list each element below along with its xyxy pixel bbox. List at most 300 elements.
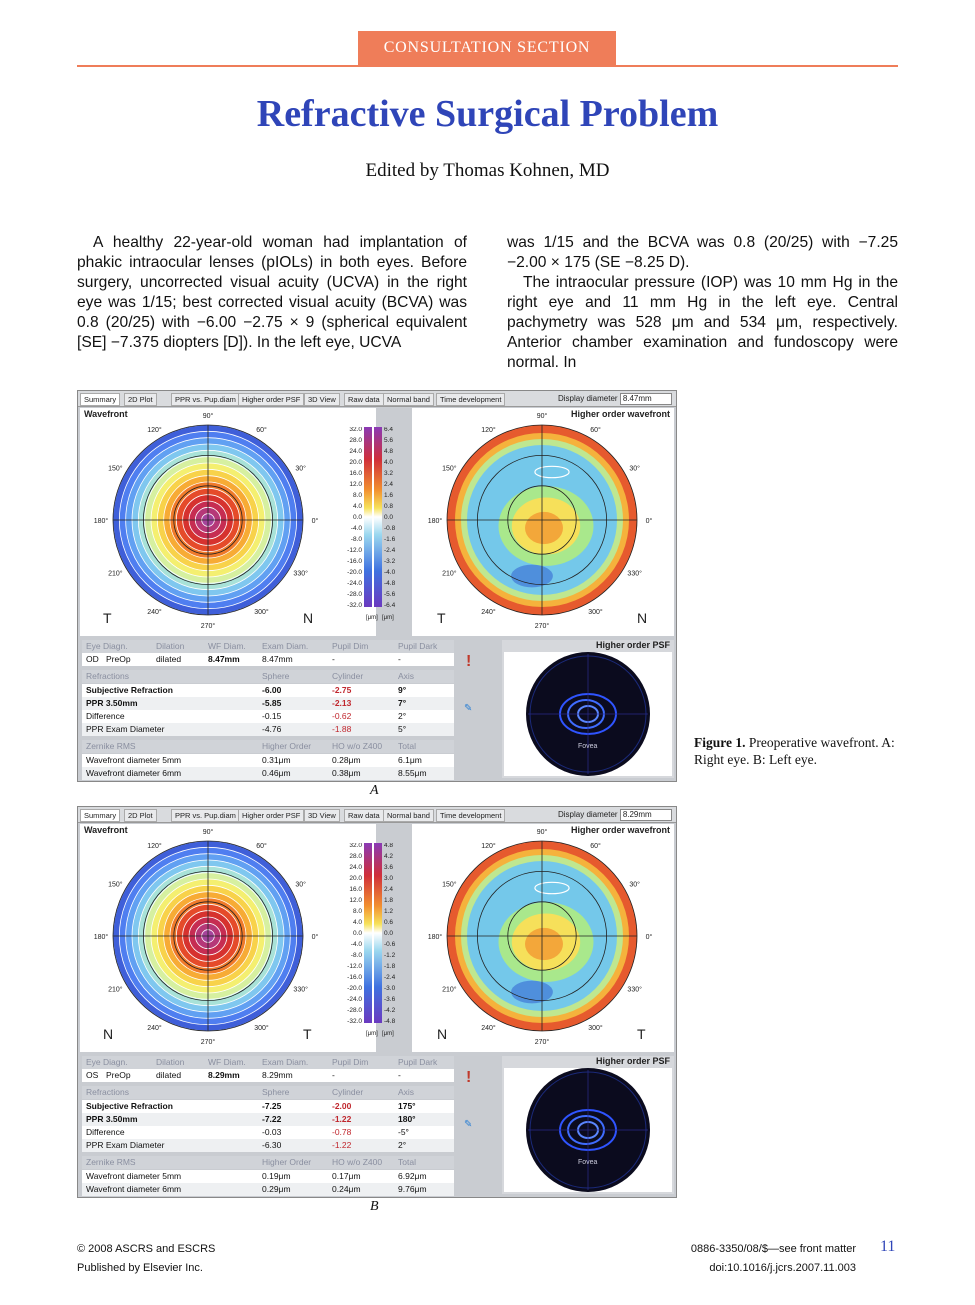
tab-summary[interactable]: Summary	[80, 809, 120, 822]
refraction-cell: 2°	[398, 1140, 407, 1150]
refraction-cell: -2.13	[332, 698, 352, 708]
refraction-cell: 7°	[398, 698, 407, 708]
orientation-label: T	[437, 610, 446, 626]
refraction-cell: -4.76	[262, 724, 282, 734]
scale-tick-label: 0.0	[384, 930, 394, 937]
scale-bar	[374, 427, 382, 607]
scale-unit: [μm]	[382, 1031, 394, 1037]
psf-title: Higher order PSF	[595, 640, 670, 650]
refraction-row	[82, 723, 454, 736]
column-header: HO w/o Z400	[332, 741, 383, 751]
column-header: Zernike RMS	[86, 1157, 136, 1167]
refraction-cell: -2.75	[332, 685, 352, 695]
scale-tick-label: -1.6	[384, 536, 396, 543]
scale-tick-label: -12.0	[347, 547, 362, 554]
refraction-cell: -2.00	[332, 1101, 352, 1111]
angle-label: 30°	[295, 465, 306, 473]
scale-tick-label: 0.8	[384, 503, 394, 510]
scale-tick-label: 1.2	[384, 908, 394, 915]
tab-bar	[78, 391, 676, 407]
column-header: Cylinder	[332, 671, 364, 681]
wavefront-panel	[80, 408, 376, 636]
angle-label: 270°	[200, 623, 216, 630]
angle-label: 180°	[427, 934, 443, 941]
angle-label: 30°	[629, 465, 640, 473]
refraction-cell: Subjective Refraction	[86, 685, 173, 695]
angle-label: 240°	[147, 1024, 162, 1032]
warning-icon[interactable]: !	[466, 1069, 472, 1086]
exam-cell: OD	[86, 654, 99, 664]
scale-tick-label: -12.0	[347, 963, 362, 970]
refraction-row	[82, 1126, 454, 1139]
exam-cell: -	[332, 1070, 335, 1080]
scale-tick-label: -8.0	[350, 952, 362, 959]
refraction-header-row	[82, 670, 454, 683]
scale-tick-label: 3.0	[384, 875, 394, 882]
column-header: Zernike RMS	[86, 741, 136, 751]
exam-cell: 8.47mm	[208, 654, 240, 664]
paragraph: was 1/15 and the BCVA was 0.8 (20/25) with −7.25 −2.00 × 175 (SE −8.25 D).	[507, 234, 898, 271]
figure-panel-b	[77, 806, 677, 1198]
page-number: 11	[880, 1238, 896, 1255]
scale-tick-label: 3.2	[384, 470, 394, 477]
rms-cell: 0.31μm	[262, 755, 291, 765]
angle-label: 0°	[645, 934, 653, 941]
angle-label: 210°	[442, 570, 457, 578]
scale-tick-label: -4.8	[384, 580, 396, 587]
refraction-cell: -5.85	[262, 698, 282, 708]
psf-fovea-label: Fovea	[578, 743, 598, 750]
refraction-cell: PPR Exam Diameter	[86, 724, 165, 734]
orientation-label: T	[303, 1026, 312, 1042]
tab-time-development[interactable]: Time development	[436, 393, 505, 406]
rms-cell: 8.55μm	[398, 768, 427, 778]
column-header: Refractions	[86, 1087, 129, 1097]
angle-label: 240°	[481, 608, 496, 616]
angle-label: 300°	[254, 1024, 269, 1032]
column-header: Pupil Dark	[398, 1057, 438, 1067]
scale-tick-label: 0.6	[384, 919, 394, 926]
tab-2d-plot[interactable]: 2D Plot	[124, 809, 157, 822]
section-label: CONSULTATION SECTION	[358, 31, 616, 65]
scale-tick-label: -24.0	[347, 580, 362, 587]
rms-cell: 6.1μm	[398, 755, 422, 765]
rms-cell: Wavefront diameter 5mm	[86, 755, 182, 765]
edit-icon[interactable]: ✎	[464, 703, 473, 714]
column-header: WF Diam.	[208, 1057, 246, 1067]
angle-label: 30°	[295, 881, 306, 889]
refraction-cell: 5°	[398, 724, 407, 734]
refraction-cell: -5°	[398, 1127, 409, 1137]
scale-tick-label: 4.0	[384, 459, 394, 466]
tab-higher-order-psf[interactable]: Higher order PSF	[238, 809, 304, 822]
orientation-label: N	[437, 1026, 448, 1042]
footer-issn: 0886-3350/08/$—see front matter	[690, 1243, 856, 1255]
angle-label: 90°	[202, 829, 214, 836]
hoa-title: Higher order wavefront	[570, 409, 670, 419]
edit-icon[interactable]: ✎	[464, 1119, 473, 1130]
refraction-cell: -7.25	[262, 1101, 282, 1111]
refraction-cell: -6.00	[262, 685, 282, 695]
caption-label: Figure 1.	[694, 735, 746, 750]
column-header: Refractions	[86, 671, 129, 681]
tab-3d-view[interactable]: 3D View	[304, 809, 340, 822]
panel-letter-a: A	[370, 783, 379, 798]
paragraph: The intraocular pressure (IOP) was 10 mm Hg in the right eye and 11 mm Hg in the left eye. Central pachymetry was 528 μm and 534 μm, respectively. Anterior chamber examination and fundoscopy were normal. In	[507, 274, 898, 371]
angle-label: 60°	[590, 427, 601, 435]
exam-cell: PreOp	[106, 1070, 131, 1080]
rms-row	[82, 767, 454, 780]
exam-header-row	[82, 1056, 454, 1069]
column-header: Total	[398, 1157, 416, 1167]
angle-label: 330°	[293, 570, 308, 578]
warning-icon[interactable]: !	[466, 653, 472, 670]
angle-label: 210°	[442, 986, 457, 994]
rms-cell: 0.28μm	[332, 755, 361, 765]
angle-label: 60°	[590, 843, 601, 851]
display-diameter-select[interactable]: 8.47mm	[620, 393, 672, 405]
exam-cell: PreOp	[106, 654, 131, 664]
scale-tick-label: -28.0	[347, 1007, 362, 1014]
angle-label: 210°	[108, 986, 123, 994]
angle-label: 240°	[147, 608, 162, 616]
scale-tick-label: 4.0	[352, 919, 362, 926]
rms-cell: Wavefront diameter 5mm	[86, 1171, 182, 1181]
orientation-label: T	[637, 1026, 646, 1042]
scale-tick-label: -1.8	[384, 963, 396, 970]
refraction-cell: -0.62	[332, 711, 352, 721]
wavefront-panel	[80, 824, 376, 1052]
exam-cell: OS	[86, 1070, 99, 1080]
rms-row	[82, 1183, 454, 1196]
tab-raw-data[interactable]: Raw data	[344, 809, 384, 822]
tab-higher-order-psf[interactable]: Higher order PSF	[238, 393, 304, 406]
wavefront-title: Wavefront	[84, 409, 128, 419]
rms-cell: 0.24μm	[332, 1184, 361, 1194]
rms-cell: 9.76μm	[398, 1184, 427, 1194]
angle-label: 270°	[534, 1039, 550, 1046]
data-table	[82, 1056, 454, 1194]
footer-copyright: © 2008 ASCRS and ESCRS	[77, 1243, 216, 1255]
rms-cell: 0.38μm	[332, 768, 361, 778]
orientation-label: T	[103, 610, 112, 626]
refraction-cell: PPR 3.50mm	[86, 698, 138, 708]
angle-label: 60°	[256, 427, 267, 435]
scale-bar	[374, 843, 382, 1023]
exam-cell: 8.47mm	[262, 654, 293, 664]
scale-tick-label: 1.6	[384, 492, 394, 499]
refraction-row	[82, 1139, 454, 1152]
refraction-cell: PPR Exam Diameter	[86, 1140, 165, 1150]
scale-tick-label: -2.4	[384, 974, 396, 981]
scale-tick-label: -4.0	[384, 569, 396, 576]
scale-tick-label: 0.0	[352, 514, 362, 521]
angle-label: 0°	[311, 934, 319, 941]
column-header: Dilation	[156, 1057, 185, 1067]
scale-bar	[364, 843, 372, 1023]
rms-row	[82, 1170, 454, 1183]
column-header: Exam Diam.	[262, 1057, 309, 1067]
angle-label: 180°	[93, 518, 109, 525]
column-header: Total	[398, 741, 416, 751]
column-header: HO w/o Z400	[332, 1157, 383, 1167]
angle-label: 150°	[108, 465, 123, 473]
wavefront-title: Wavefront	[84, 825, 128, 835]
rms-cell: 0.46μm	[262, 768, 291, 778]
angle-label: 120°	[147, 843, 162, 851]
angle-label: 300°	[588, 608, 603, 616]
scale-tick-label: -16.0	[347, 558, 362, 565]
tab-bar	[78, 807, 676, 823]
angle-label: 30°	[629, 881, 640, 889]
scale-unit: [μm]	[366, 1031, 378, 1037]
hoa-contour	[525, 512, 563, 544]
editor-line: Edited by Thomas Kohnen, MD	[365, 160, 610, 181]
angle-label: 270°	[534, 623, 550, 630]
tab-ppr-vs-pup-diam[interactable]: PPR vs. Pup.diam	[171, 393, 240, 406]
refraction-cell: 175°	[398, 1101, 416, 1111]
angle-label: 0°	[645, 518, 653, 525]
rms-cell: Wavefront diameter 6mm	[86, 768, 182, 778]
scale-tick-label: 4.8	[384, 843, 394, 849]
exam-cell: 8.29mm	[262, 1070, 293, 1080]
scale-tick-label: 0.0	[352, 930, 362, 937]
refraction-cell: -1.88	[332, 724, 352, 734]
scale-tick-label: -5.6	[384, 591, 396, 598]
exam-cell: -	[332, 654, 335, 664]
scale-tick-label: 20.0	[349, 875, 362, 882]
exam-cell: dilated	[156, 654, 182, 664]
column-header: Exam Diam.	[262, 641, 309, 651]
figure-caption	[694, 734, 899, 768]
rms-header-row	[82, 1156, 454, 1169]
tab-normal-band[interactable]: Normal band	[383, 809, 434, 822]
rms-cell: Wavefront diameter 6mm	[86, 1184, 182, 1194]
refraction-cell: Difference	[86, 711, 125, 721]
angle-label: 330°	[627, 986, 642, 994]
refraction-cell: -0.15	[262, 711, 282, 721]
scale-tick-label: -24.0	[347, 996, 362, 1003]
refraction-cell: 180°	[398, 1114, 416, 1124]
scale-tick-label: -32.0	[347, 602, 362, 609]
figure-panel-a	[77, 390, 677, 782]
scale-bar	[364, 427, 372, 607]
angle-label: 90°	[536, 829, 548, 836]
column-header: Higher Order	[262, 1157, 312, 1167]
refraction-row	[82, 684, 454, 697]
display-diameter	[558, 393, 672, 405]
refraction-cell: Subjective Refraction	[86, 1101, 173, 1111]
scale-tick-label: 20.0	[349, 459, 362, 466]
refraction-cell: -1.22	[332, 1114, 352, 1124]
footer-publisher: Published by Elsevier Inc.	[77, 1262, 203, 1274]
scale-tick-label: -8.0	[350, 536, 362, 543]
tab-3d-view[interactable]: 3D View	[304, 393, 340, 406]
scale-tick-label: -4.2	[384, 1007, 396, 1014]
scale-tick-label: 12.0	[349, 481, 362, 488]
scale-tick-label: 16.0	[349, 886, 362, 893]
refraction-cell: -0.78	[332, 1127, 352, 1137]
orientation-label: N	[303, 610, 314, 626]
tab-ppr-vs-pup-diam[interactable]: PPR vs. Pup.diam	[171, 809, 240, 822]
rms-row	[82, 754, 454, 767]
display-diameter-label: Display diameter	[558, 810, 618, 820]
scale-tick-label: 24.0	[349, 448, 362, 455]
scale-tick-label: -3.2	[384, 558, 396, 565]
panel-letter-b: B	[370, 1199, 379, 1214]
display-diameter	[558, 809, 672, 821]
exam-row	[82, 653, 454, 666]
scale-tick-label: -16.0	[347, 974, 362, 981]
exam-header-row	[82, 640, 454, 653]
refraction-cell: -7.22	[262, 1114, 282, 1124]
angle-label: 150°	[108, 881, 123, 889]
scale-tick-label: -20.0	[347, 569, 362, 576]
scale-tick-label: 0.0	[384, 514, 394, 521]
text-column-1	[77, 233, 467, 353]
column-header: Sphere	[262, 671, 290, 681]
refraction-cell: 2°	[398, 711, 407, 721]
rms-header-row	[82, 740, 454, 753]
psf-panel	[502, 1056, 674, 1194]
column-header: Cylinder	[332, 1087, 364, 1097]
scale-tick-label: -4.0	[350, 525, 362, 532]
column-header: Higher Order	[262, 741, 312, 751]
scale-tick-label: 28.0	[349, 437, 362, 444]
scale-tick-label: -28.0	[347, 591, 362, 598]
refraction-cell: PPR 3.50mm	[86, 1114, 138, 1124]
rms-cell: 6.92μm	[398, 1171, 427, 1181]
scale-tick-label: 24.0	[349, 864, 362, 871]
angle-label: 300°	[254, 608, 269, 616]
text-column-2	[507, 233, 898, 373]
color-scale	[336, 843, 410, 1043]
scale-tick-label: 6.4	[384, 427, 394, 433]
scale-tick-label: 32.0	[349, 843, 362, 849]
scale-tick-label: 2.4	[384, 481, 394, 488]
scale-tick-label: -3.6	[384, 996, 396, 1003]
angle-label: 300°	[588, 1024, 603, 1032]
column-header: Eye Diagn.	[86, 1057, 128, 1067]
column-header: Axis	[398, 671, 415, 681]
tab-time-development[interactable]: Time development	[436, 809, 505, 822]
column-header: Axis	[398, 1087, 415, 1097]
scale-tick-label: -2.4	[384, 547, 396, 554]
rms-cell: 0.29μm	[262, 1184, 291, 1194]
angle-label: 150°	[442, 881, 457, 889]
scale-tick-label: 4.8	[384, 448, 394, 455]
angle-label: 90°	[536, 413, 548, 420]
header-rule	[77, 65, 898, 67]
scale-tick-label: -6.4	[384, 602, 396, 609]
scale-tick-label: -4.0	[350, 941, 362, 948]
scale-tick-label: 32.0	[349, 427, 362, 433]
angle-label: 210°	[108, 570, 123, 578]
column-header: Eye Diagn.	[86, 641, 128, 651]
scale-tick-label: -0.8	[384, 525, 396, 532]
caption-text: Preoperative wavefront. A: Right eye. B: Left eye.	[694, 735, 895, 767]
psf-fovea-label: Fovea	[578, 1159, 598, 1166]
display-diameter-label: Display diameter	[558, 394, 618, 404]
column-header: WF Diam.	[208, 641, 246, 651]
scale-tick-label: 3.6	[384, 864, 394, 871]
higher-order-wavefront-panel	[412, 408, 674, 636]
psf-panel	[502, 640, 674, 778]
refraction-cell: -6.30	[262, 1140, 282, 1150]
scale-tick-label: -32.0	[347, 1018, 362, 1025]
rms-cell: 0.17μm	[332, 1171, 361, 1181]
psf-title: Higher order PSF	[595, 1056, 670, 1066]
scale-tick-label: 12.0	[349, 897, 362, 904]
scale-tick-label: 4.0	[352, 503, 362, 510]
scale-tick-label: -20.0	[347, 985, 362, 992]
scale-tick-label: 1.8	[384, 897, 394, 904]
column-header: Pupil Dim	[332, 1057, 369, 1067]
rms-cell: 0.19μm	[262, 1171, 291, 1181]
angle-label: 120°	[147, 427, 162, 435]
refraction-cell: -1.22	[332, 1140, 352, 1150]
scale-tick-label: 2.4	[384, 886, 394, 893]
scale-tick-label: 8.0	[352, 908, 362, 915]
scale-tick-label: -3.0	[384, 985, 396, 992]
refraction-header-row	[82, 1086, 454, 1099]
tab-normal-band[interactable]: Normal band	[383, 393, 434, 406]
scale-unit: [μm]	[382, 615, 394, 621]
scale-tick-label: 28.0	[349, 853, 362, 860]
angle-label: 330°	[627, 570, 642, 578]
hoa-title: Higher order wavefront	[570, 825, 670, 835]
color-scale	[336, 427, 410, 627]
scale-unit: [μm]	[366, 615, 378, 621]
angle-label: 180°	[93, 934, 109, 941]
exam-row	[82, 1069, 454, 1082]
hoa-contour	[525, 928, 563, 960]
angle-label: 120°	[481, 427, 496, 435]
exam-cell: -	[398, 1070, 401, 1080]
column-header: Pupil Dim	[332, 641, 369, 651]
tab-2d-plot[interactable]: 2D Plot	[124, 393, 157, 406]
scale-tick-label: 4.2	[384, 853, 394, 860]
orientation-label: N	[103, 1026, 114, 1042]
scale-tick-label: -1.2	[384, 952, 396, 959]
paragraph: A healthy 22-year-old woman had implantation of phakic intraocular lenses (pIOLs) in both eyes. Before surgery, uncorrected visual acuity (UCVA) in the right eye was 1/15; best corrected visual acuity (BCVA) was 0.8 (20/25) with −6.00 −2.75 × 9 (spherical equivalent [SE] −7.375 diopters [D]). In the left eye, UCVA	[77, 234, 467, 351]
refraction-row	[82, 1100, 454, 1113]
angle-label: 330°	[293, 986, 308, 994]
refraction-cell: -0.03	[262, 1127, 282, 1137]
scale-tick-label: 5.6	[384, 437, 394, 444]
tab-raw-data[interactable]: Raw data	[344, 393, 384, 406]
column-header: Pupil Dark	[398, 641, 438, 651]
footer-doi: doi:10.1016/j.jcrs.2007.11.003	[709, 1262, 856, 1274]
refraction-row	[82, 710, 454, 723]
refraction-cell: Difference	[86, 1127, 125, 1137]
exam-cell: 8.29mm	[208, 1070, 240, 1080]
angle-label: 180°	[427, 518, 443, 525]
refraction-row	[82, 1113, 454, 1126]
scale-tick-label: 8.0	[352, 492, 362, 499]
angle-label: 120°	[481, 843, 496, 851]
angle-label: 270°	[200, 1039, 216, 1046]
exam-cell: -	[398, 654, 401, 664]
display-diameter-select[interactable]: 8.29mm	[620, 809, 672, 821]
tab-summary[interactable]: Summary	[80, 393, 120, 406]
scale-tick-label: 16.0	[349, 470, 362, 477]
column-header: Sphere	[262, 1087, 290, 1097]
higher-order-wavefront-panel	[412, 824, 674, 1052]
exam-cell: dilated	[156, 1070, 182, 1080]
refraction-row	[82, 697, 454, 710]
angle-label: 90°	[202, 413, 214, 420]
